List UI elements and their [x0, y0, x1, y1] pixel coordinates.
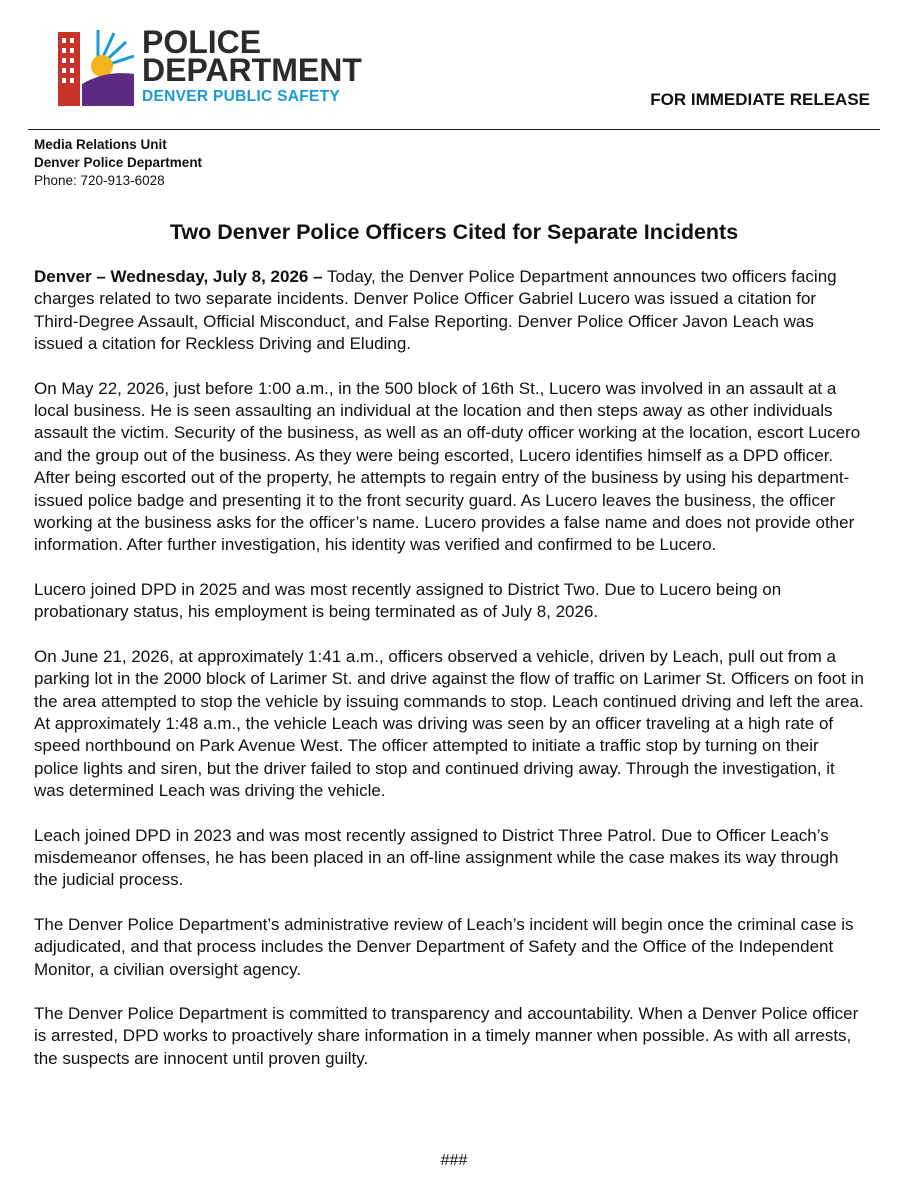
contact-phone: Phone: 720-913-6028: [34, 173, 165, 188]
contact-department: Denver Police Department: [34, 155, 203, 170]
dateline: Denver – Wednesday, July 8, 2026 –: [34, 267, 323, 286]
release-label: FOR IMMEDIATE RELEASE: [650, 90, 870, 109]
paragraph-1: [34, 266, 864, 356]
paragraph-3: Lucero joined DPD in 2025 and was most recently assigned to District Two. Due to Lucero being on probationary status, his employment is being terminated as of July 8, 2026.: [34, 579, 782, 622]
paragraph-1-text: Today, the Denver Police Department announces two officers facing charges related to two separate incidents. Denver Police Officer Gabriel Lucero was issued a citation for Third-Degree Assault, Official Misconduct, and False Reporting. Denver Police Officer Javon Leach was issued a citation for Reckless Driving and Eluding.: [34, 267, 837, 354]
header-divider: [28, 129, 880, 130]
paragraph-5: Leach joined DPD in 2023 and was most recently assigned to District Three Patrol. Due to Officer Leach’s misdemeanor offenses, he has been placed in an off-line assignment while the case makes its way through the judicial process.: [34, 825, 839, 890]
logo-wordmark: [142, 24, 362, 108]
logo-line-public-safety: DENVER PUBLIC SAFETY: [142, 88, 341, 105]
headline: Two Denver Police Officers Cited for Separate Incidents: [169, 220, 739, 244]
denver-seal-icon: [56, 26, 136, 108]
paragraph-2: On May 22, 2026, just before 1:00 a.m., in the 500 block of 16th St., Lucero was involved in an assault at a local business. He is seen assaulting an individual at the location and then steps away as other individuals assault the victim. Security of the business, as well as an off-duty officer working at the location, escort Lucero and the group out of the business. As they were being escorted, Lucero identifies himself as a DPD officer. After being escorted out of the property, he attempts to regain entry of the business by using his department-issued police badge and presenting it to the front security guard. As Lucero leaves the business, the officer working at the business asks for the officer’s name. Lucero provides a false name and does not provide other information. After further investigation, his identity was verified and confirmed to be Lucero.: [34, 378, 861, 555]
logo-line-department: DEPARTMENT: [142, 52, 362, 88]
contact-block: [34, 136, 202, 190]
paragraph-7: The Denver Police Department is committed to transparency and accountability. When a Denver Police officer is arrested, DPD works to proactively share information in a timely manner when possible. As with all arrests, the suspects are innocent until proven guilty.: [34, 1003, 859, 1068]
end-mark: ###: [440, 1152, 468, 1169]
logo-line-police: POLICE: [142, 24, 262, 60]
contact-unit: Media Relations Unit: [34, 137, 167, 152]
paragraph-4: On June 21, 2026, at approximately 1:41 a.m., officers observed a vehicle, driven by Leach, pull out from a parking lot in the 2000 block of Larimer St. and drive against the flow of traffic on Larimer St. Officers on foot in the area attempted to stop the vehicle by issuing commands to stop. Leach continued driving and left the area. At approximately 1:48 a.m., the vehicle Leach was driving was seen by an officer traveling at a high rate of speed northbound on Park Avenue West. The officer attempted to initiate a traffic stop by turning on their police lights and siren, but the driver failed to stop and continued driving away. Through the investigation, it was determined Leach was driving the vehicle.: [34, 646, 864, 801]
police-department-logo: [56, 24, 362, 110]
release-body: [34, 266, 864, 1092]
paragraph-6: The Denver Police Department’s administrative review of Leach’s incident will begin once the criminal case is adjudicated, and that process includes the Denver Department of Safety and the Office of the Independent Monitor, a civilian oversight agency.: [34, 914, 854, 979]
